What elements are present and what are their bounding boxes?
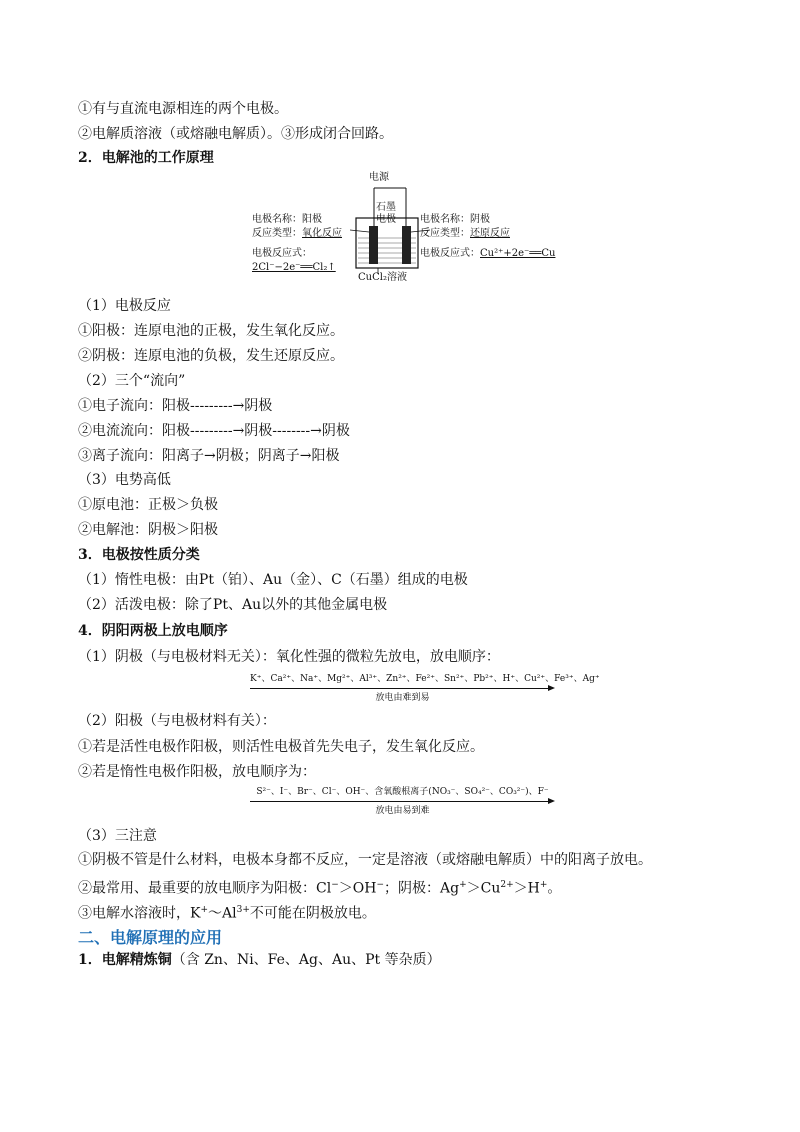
superscript: 3+ [236,905,250,915]
para-potential: （3）电势高低 [78,472,171,488]
right-type-value: 还原反应 [470,228,510,239]
right-reaction-type [420,228,510,240]
heading-2 [78,148,214,168]
superscript: + [539,880,548,890]
heading-number: 2． [78,150,102,166]
heading-4 [78,621,228,641]
cathode-discharge-order [250,673,600,704]
para-current-flow: ②电流流向：阳极---------→阴极--------→阴极 [78,423,350,439]
para-inert-electrode: （1）惰性电极：由Pt（铂）、Au（金）、C（石墨）组成的电极 [78,572,468,588]
heading-refining-copper [78,950,441,970]
note-text: ＞Cu [466,880,501,897]
right-type-prefix: 反应类型： [420,228,470,239]
heading-number: 4． [78,623,102,639]
cathode-ion-sequence: K⁺、Ca²⁺、Na⁺、Mg²⁺、Al³⁺、Zn²⁺、Fe²⁺、Sn²⁺、Pb²⁺、H⁺、Cu²⁺、Fe³⁺、Ag⁺ [250,674,600,684]
note-text: ；阴极：Ag [383,880,460,897]
para-active-anode: ①若是活性电极作阳极，则活性电极首先失电子，发生氧化反应。 [78,739,484,755]
para-anode-order: （2）阳极（与电极材料有关）： [78,713,276,729]
graphite-label: 石墨 [376,202,396,213]
anode-ion-sequence: S²⁻、I⁻、Br⁻、Cl⁻、OH⁻、含氧酸根离子(NO₃⁻、SO₄²⁻、CO₃²⁻)、F⁻ [256,787,549,797]
para-three-flows: （2）三个“流向” [78,373,186,389]
power-source-label: 电源 [369,172,389,183]
heading-3 [78,545,200,565]
anode-order-caption: 放电由易到难 [375,806,430,816]
heading-number: 3． [78,547,102,563]
para-electrolytic-cell: ②电解池：阴极＞阳极 [78,522,218,538]
cathode-order-caption: 放电由难到易 [375,693,430,703]
heading-title: 电解池的工作原理 [101,150,214,166]
electrode-label: 电极 [376,214,396,225]
para-cathode: ②阴极：连原电池的负极，发生还原反应。 [78,348,344,364]
right-reaction-equation: Cu²⁺+2e⁻══Cu [480,248,556,259]
note-text: 不可能在阴极放电。 [249,905,376,922]
note-text: 。 [547,880,562,897]
superscript: − [331,880,339,890]
right-reaction-label: 电极反应式： [420,248,480,259]
superscript: + [459,880,467,890]
superscript: + [200,905,209,915]
para-three-notes: （3）三注意 [78,828,157,844]
heading-title: 电极按性质分类 [101,547,200,563]
note-text: ③电解水溶液时，K [78,905,201,922]
superscript: 2+ [500,880,514,890]
para-anode: ①阳极：连原电池的正极，发生氧化反应。 [78,323,344,339]
superscript: − [376,880,384,890]
para-electron-flow: ①电子流向：阳极---------→阴极 [78,398,273,414]
heading-number: 1． [78,952,102,968]
heading-title: 阴阳两极上放电顺序 [101,623,228,639]
heading-note: （含 Zn、Ni、Fe、Ag、Au、Pt 等杂质） [171,952,441,968]
note-common-order [78,875,561,899]
note-text: ＞H [513,880,540,897]
left-reaction-label: 电极反应式： [252,248,312,259]
left-type-prefix: 反应类型： [252,228,302,239]
note-cathode: ①阴极不管是什么材料，电极本身都不反应，一定是溶液（或熔融电解质）中的阳离子放电。 [78,852,652,868]
para-galvanic-cell: ①原电池：正极＞负极 [78,497,218,513]
para-inert-anode: ②若是惰性电极作阳极，放电顺序为： [78,764,316,780]
note-aqueous [78,900,376,924]
para-ion-flow: ③离子流向：阳离子→阴极；阴离子→阳极 [78,448,340,464]
left-reaction-type [252,228,342,240]
anode-discharge-order [250,786,555,817]
para-active-electrode: （2）活泼电极：除了Pt、Au以外的其他金属电极 [78,597,388,613]
right-reaction-equation-row [420,248,555,260]
left-type-value: 氧化反应 [302,228,342,239]
order-arrow [250,799,555,805]
note-text: ②最常用、最重要的放电顺序为阳极：Cl [78,880,332,897]
heading-title: 电解精炼铜 [101,952,172,968]
order-arrow [250,686,555,692]
line-electrolyte: ②电解质溶液（或熔融电解质）。③形成闭合回路。 [78,126,393,142]
line-electrodes: ①有与直流电源相连的两个电极。 [78,101,288,117]
note-text: ＞OH [338,880,377,897]
para-electrode-reaction: （1）电极反应 [78,298,171,314]
note-text: ～Al [208,905,237,922]
electrolysis-diagram [250,168,555,288]
para-cathode-order: （1）阴极（与电极材料无关）：氧化性强的微粒先放电，放电顺序： [78,649,500,665]
solution-label: CuCl₂溶液 [358,272,407,283]
right-electrode-name: 电极名称：阴极 [420,214,490,225]
left-electrode-name: 电极名称：阳极 [252,214,322,225]
left-reaction-equation: 2Cl⁻−2e⁻══Cl₂↑ [252,262,336,273]
section-heading-applications: 二、电解原理的应用 [78,928,223,947]
